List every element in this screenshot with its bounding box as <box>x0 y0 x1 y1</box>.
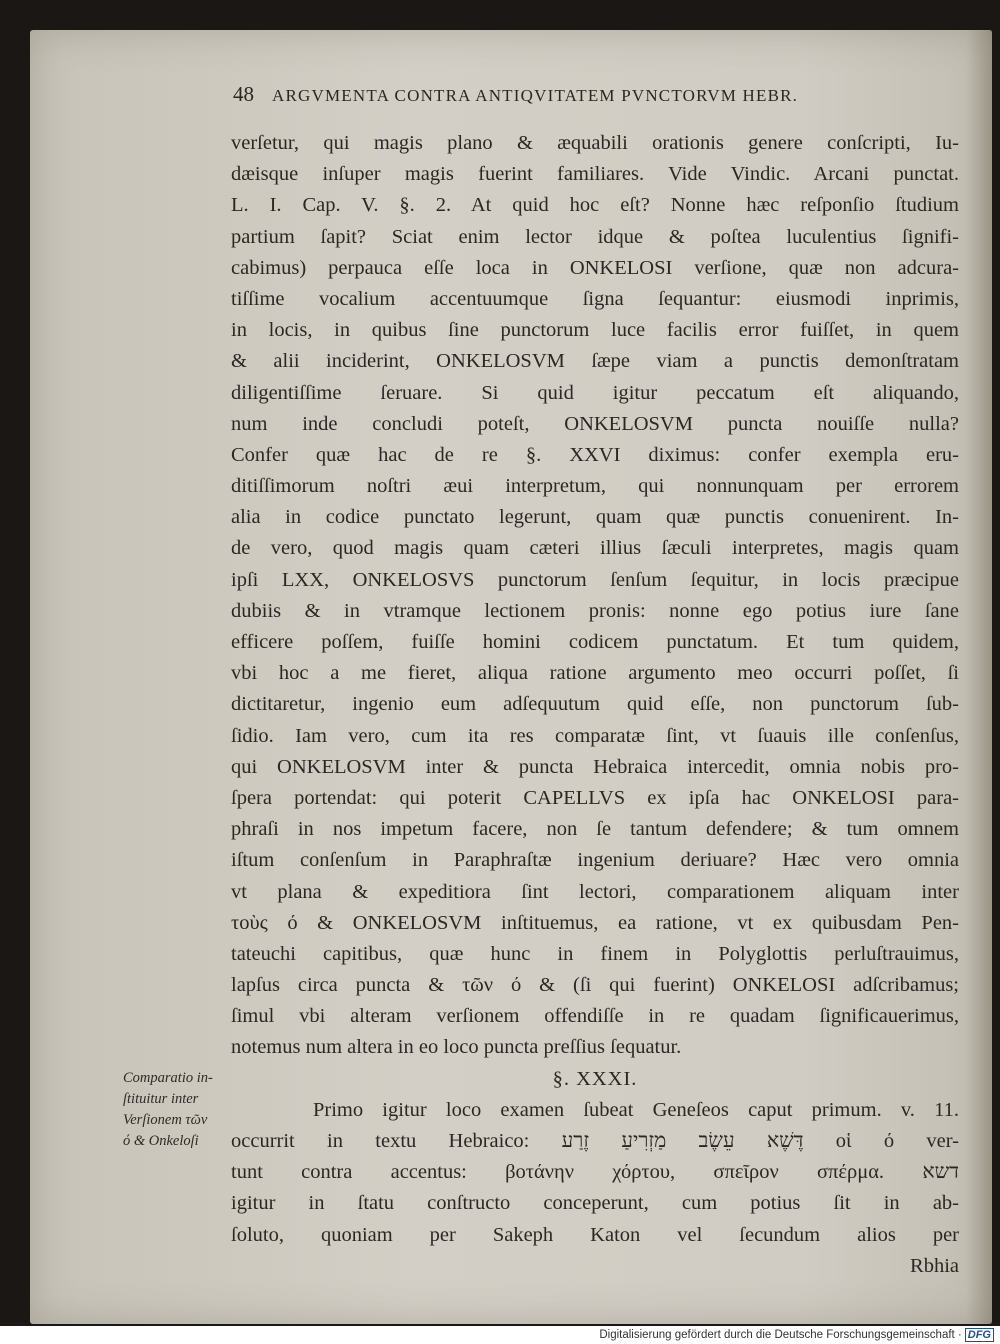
running-head <box>233 82 883 107</box>
text-line: diligentiſſime ſeruare. Si quid igitur peccatum eſt aliquando, <box>231 381 959 404</box>
text-line: occurrit in textu Hebraico: דֶּשֶׁא עֵשֶׂב מַזְרִיעַ זֶרַע οἱ ό ver- <box>231 1130 959 1152</box>
text-line: partium ſapit? Sciat enim lector idque & poſtea luculentius ſignifi- <box>231 225 959 248</box>
text-line: cabimus) perpauca eſſe loca in ONKELOSI verſione, quæ non adcura- <box>231 256 959 279</box>
page-edge-shadow <box>966 30 992 1324</box>
text-line: ditiſſimorum noſtri æui interpretum, qui nonnunquam per errorem <box>231 475 959 498</box>
text-line: Confer quæ hac de re §. XXVI diximus: confer exempla eru- <box>231 443 959 466</box>
text-line: Primo igitur loco examen ſubeat Geneſeos caput primum. v. 11. <box>313 1098 959 1121</box>
margin-note-line: Comparatio in- <box>123 1070 213 1086</box>
text-line: dæisque inſuper magis fuerint familiares. Vide Vindic. Arcani punctat. <box>231 163 959 186</box>
text-line: ipſi LXX, ONKELOSVS punctorum ſenſum ſequitur, in locis præcipue <box>231 568 959 591</box>
section-heading: §. XXXI. <box>552 1067 638 1090</box>
text-line: ſimul vbi alteram verſionem offendiſſe in re quadam ſignificauerimus, <box>231 1005 959 1028</box>
page-number: 48 <box>233 82 254 106</box>
text-line: dictitaretur, ingenio eum adſequutum quid eſſe, non punctorum ſub- <box>231 693 959 716</box>
text-line: tunt contra accentus: βοτάνην χόρτου, σπεῖρον σπέρμα. דשא <box>231 1161 959 1184</box>
margin-note-line: ſtituitur inter <box>123 1091 199 1107</box>
margin-note-line: ό & Onkeloſi <box>123 1133 199 1149</box>
text-line: & alii inciderint, ONKELOSVM ſæpe viam a punctis demonſtratam <box>231 350 959 373</box>
text-line: vbi hoc a me fieret, aliqua ratione argumento meo occurri poſſet, ſi <box>231 662 959 685</box>
text-line: lapſus circa puncta & τῶν ό & (ſi qui fuerint) ONKELOSI adſcribamus; <box>231 974 959 997</box>
paragraph-block-b <box>231 1095 959 1251</box>
text-line: tateuchi capitibus, quæ hunc in finem in Polyglottis perluſtrauimus, <box>231 942 959 965</box>
margin-note <box>123 1068 253 1152</box>
text-line: qui ONKELOSVM inter & puncta Hebraica intercedit, omnia nobis pro- <box>231 755 959 778</box>
text-line: dubiis & in vtramque lectionem pronis: nonne ego potius iure ſane <box>231 599 959 622</box>
text-line: in locis, in quibus ſine punctorum luce facilis error fuiſſet, in quem <box>231 319 959 342</box>
text-line: notemus num altera in eo loco puncta preſſius ſequatur. <box>231 1036 682 1059</box>
text-line: iſtum conſenſum in Paraphraſtæ ingenium deriuare? Hæc vero omnia <box>231 849 959 872</box>
dfg-logo: DFG <box>965 1328 994 1342</box>
paragraph-block-a <box>231 128 959 1064</box>
footer-text: Digitalisierung gefördert durch die Deutsche Forschungsgemeinschaft · <box>599 1329 962 1341</box>
margin-note-line: Verſionem τῶν <box>123 1112 208 1128</box>
text-line: phraſi in nos impetum facere, non ſe tantum defendere; & tum omnem <box>231 818 959 841</box>
text-line: τοὺς ό & ONKELOSVM inſtituemus, ea ratione, vt ex quibusdam Pen- <box>231 911 959 934</box>
text-line: ſpera portendat: qui poterit CAPELLVS ex ipſa hac ONKELOSI para- <box>231 786 959 809</box>
text-line: tiſſime vocalium accentuumque ſigna ſequantur: eiusmodi inprimis, <box>231 287 959 310</box>
text-line: num inde concludi poteſt, ONKELOSVM puncta nouiſſe nulla? <box>231 412 959 435</box>
body-text <box>231 128 959 1282</box>
text-line: vt plana & expeditiora ſint lectori, comparationem aliquam inter <box>231 880 959 903</box>
text-line: ſoluto, quoniam per Sakeph Katon vel ſecundum alios per <box>231 1223 959 1246</box>
text-line: L. I. Cap. V. §. 2. At quid hoc eſt? Nonne hæc reſponſio ſtudium <box>231 194 959 217</box>
text-line: de vero, quod magis quam cæteri illius ſæculi interpretes, magis quam <box>231 537 959 560</box>
running-title: ARGVMENTA CONTRA ANTIQVITATEM PVNCTORVM HEBR. <box>272 86 799 105</box>
footer <box>590 1326 1000 1344</box>
catchword: Rbhia <box>910 1254 959 1277</box>
text-line: efficere poſſem, fuiſſe homini codicem punctatum. Et tum quidem, <box>231 631 959 653</box>
text-line: alia in codice punctato legerunt, quam quæ punctis conuenirent. In- <box>231 506 959 529</box>
text-line: verſetur, qui magis plano & æquabili orationis genere conſcripti, Iu- <box>231 132 959 154</box>
text-line: ſidio. Iam vero, cum ita res comparatæ ſint, vt ſuauis ille conſenſus, <box>231 724 959 747</box>
text-line: igitur in ſtatu conſtructo conceperunt, cum potius ſit in ab- <box>231 1192 959 1215</box>
